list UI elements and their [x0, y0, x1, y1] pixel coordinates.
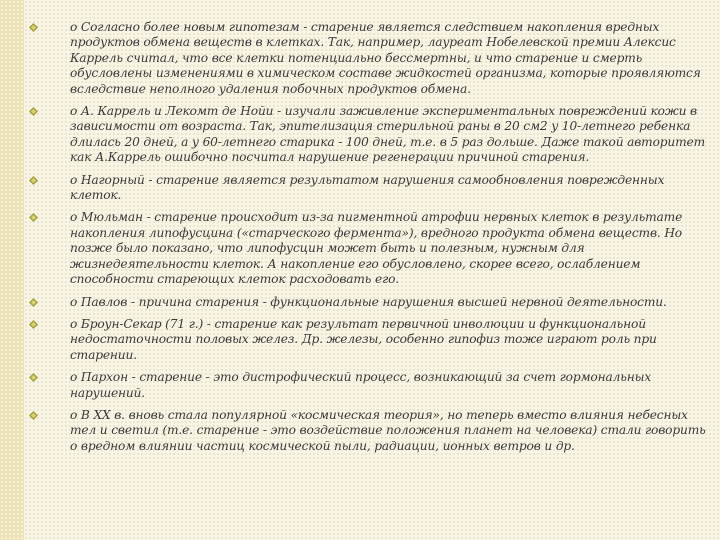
- bullet-text: о Броун-Секар (71 г.) - старение как результат первичной инволюции и функциональной недостаточности половых желез. Др. железы, особенно гипофиз тоже играют роль при старении.: [70, 316, 657, 362]
- bullet-item: [0, 317, 712, 363]
- bullet-item: [0, 295, 712, 310]
- bullet-item: [0, 20, 712, 97]
- diamond-bullet-icon: [29, 176, 38, 185]
- diamond-bullet-icon: [29, 298, 38, 307]
- bullet-item: [0, 210, 712, 287]
- bullet-text: о Мюльман - старение происходит из-за пигментной атрофии нервных клеток в результате накопления липофусцина («старческого фермента»), вредного продукта обмена веществ. Но позже было показано, что липофусцин может быть и полезным, нужным для жизнедеятельности клеток. А накопление его обусловлено, скорее всего, ослаблением способности стареющих клеток расходовать его.: [70, 210, 683, 287]
- diamond-bullet-icon: [29, 320, 38, 329]
- bullet-text: о Согласно более новым гипотезам - старение является следствием накопления вредных продуктов обмена веществ в клетках. Так, например, лауреат Нобелевской премии Алексис Каррель считал, что все клетки потенциально бессмертны, и что старение и смерть обусловлены изменениями в химическом составе жидкостей организма, которые проявляются вследствие неполного удаления побочных продуктов обмена.: [70, 20, 701, 96]
- bullet-item: [0, 408, 712, 454]
- diamond-bullet-icon: [29, 411, 38, 420]
- bullet-text: о А. Каррель и Лекомт де Нойи - изучали заживление экспериментальных повреждений кожи в зависимости от возраста. Так, эпителизация стерильной раны в 20 см2 у 10-летнего ребенка длилась 20 дней, а у 60-летнего старика - 100 дней, т.е. в 5 раз дольше. Даже такой авторитет как А.Каррель ошибочно посчитал нарушение регенерации причиной старения.: [70, 104, 705, 165]
- diamond-bullet-icon: [29, 107, 38, 116]
- diamond-bullet-icon: [29, 23, 38, 32]
- bullet-text: о Пархон - старение - это дистрофический процесс, возникающий за счет гормональных нарушений.: [70, 370, 652, 400]
- bullet-item: [0, 173, 712, 204]
- bullet-list: [0, 20, 712, 461]
- diamond-bullet-icon: [29, 213, 38, 222]
- bullet-item: [0, 104, 712, 166]
- bullet-text: о В XX в. вновь стала популярной «космическая теория», но теперь вместо влияния небесных тел и светил (т.е. старение - это воздействие положения планет на человека) стали говорить о вредном влиянии частиц космической пыли, радиации, ионных ветров и др.: [70, 407, 706, 453]
- diamond-bullet-icon: [29, 373, 38, 382]
- bullet-text: о Нагорный - старение является результатом нарушения самообновления поврежденных клеток.: [70, 172, 665, 203]
- bullet-item: [0, 370, 712, 401]
- bullet-text: о Павлов - причина старения - функциональные нарушения высшей нервной деятельности.: [70, 294, 667, 309]
